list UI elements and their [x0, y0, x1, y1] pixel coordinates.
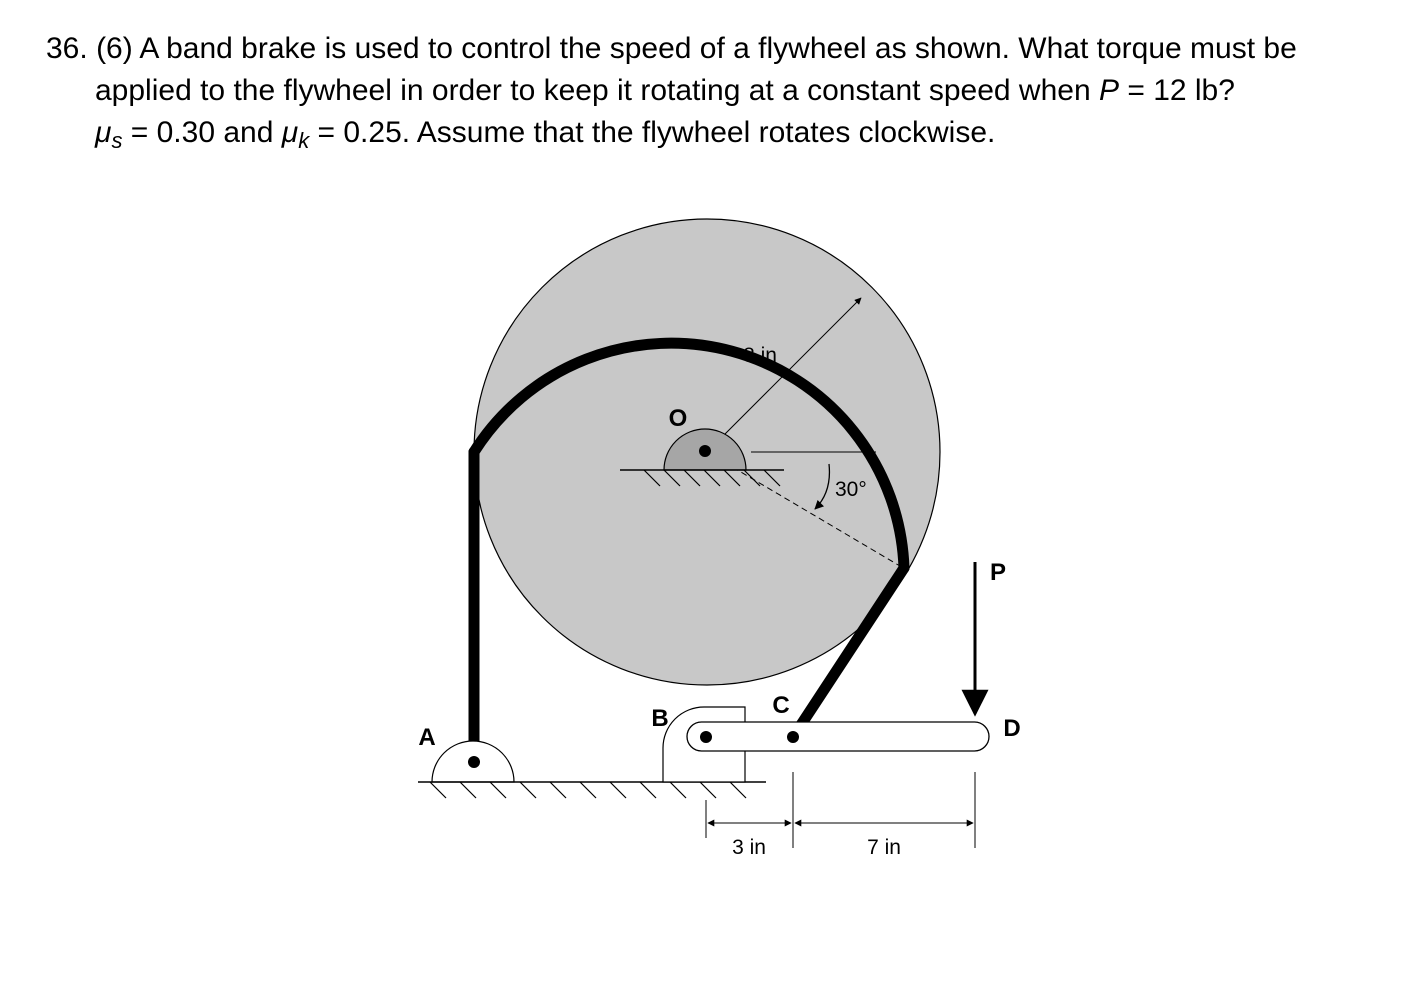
- mu-s-symbol: μ: [95, 116, 112, 149]
- lever-BD: [687, 722, 989, 751]
- label-B: B: [651, 705, 669, 732]
- label-O: O: [668, 405, 688, 432]
- pin-B: [700, 731, 712, 743]
- problem-text-2: applied to the flywheel in order to keep it rotating at a constant speed when: [95, 74, 1099, 107]
- p-symbol: P: [1098, 74, 1119, 107]
- label-D: D: [1003, 715, 1021, 742]
- p-value: = 12 lb?: [1119, 74, 1235, 107]
- problem-points: (6): [96, 32, 133, 65]
- problem-number: 36.: [46, 32, 88, 65]
- pin-C: [787, 731, 799, 743]
- label-P: P: [989, 559, 1007, 586]
- mu-s-subscript: s: [111, 128, 123, 153]
- radius-label: 8 in: [743, 344, 777, 367]
- mu-k-value: = 0.25. Assume that the flywheel rotates clockwise.: [309, 116, 996, 149]
- ground-hatch: [430, 782, 746, 798]
- problem-text-1: A band brake is used to control the speed of a flywheel as shown. What torque must be: [139, 32, 1297, 65]
- label-C: C: [772, 692, 790, 719]
- dim-label-CD: 7 in: [867, 836, 901, 859]
- angle-label: 30°: [835, 478, 867, 501]
- mu-k-symbol: μ: [281, 116, 299, 149]
- mu-k-subscript: k: [298, 128, 310, 153]
- pin-O: [699, 445, 711, 457]
- mu-s-value: = 0.30 and: [122, 116, 282, 149]
- dim-label-BC: 3 in: [732, 836, 766, 859]
- label-A: A: [418, 724, 436, 751]
- pin-A: [468, 756, 480, 768]
